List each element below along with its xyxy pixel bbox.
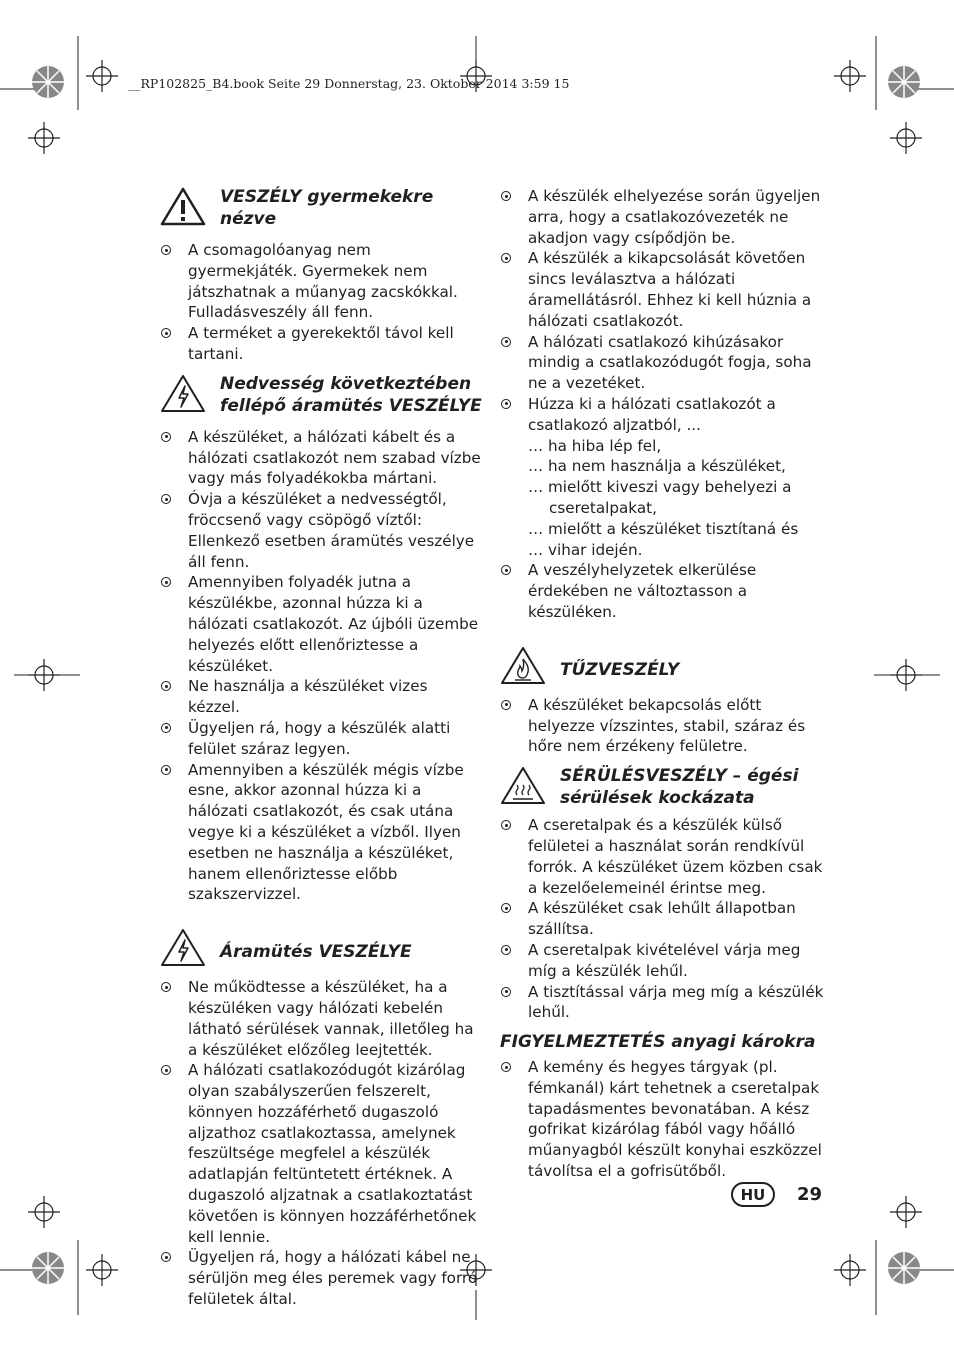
list-item: A készüléket bekapcsolás előtt helyezze vízszintes, stabil, száraz és hőre nem érzékeny felületre.	[500, 695, 826, 757]
list-item: Amennyiben a készülék mégis vízbe esne, akkor azonnal húzza ki a hálózati csatlakozót, és csak utána vegye ki a készüléket a vízből. Ilyen esetben ne használja a készüléket, hanem ellenőriztesse előbb szakszervizzel.	[160, 760, 482, 906]
list-item: Húzza ki a hálózati csatlakozót a csatlakozó aljzatból, ...	[500, 394, 826, 436]
list-item: A cseretalpak kivételével várja meg míg a készülék lehűl.	[500, 940, 826, 982]
bullet-icon	[161, 765, 171, 775]
list-item: A kemény és hegyes tárgyak (pl. fémkanál) kárt tehetnek a cseretalpak tapadásmentes bevonatában. A kész gofrikat kizárólag fából vagy hőálló műanyagból készült konyhai eszközzel távolítsa el a gofrisütőből.	[500, 1057, 826, 1182]
burn-warning-list	[500, 815, 826, 1023]
list-item: … ha nem használja a készüléket,	[528, 457, 786, 476]
list-item: Ügyeljen rá, hogy a hálózati kábel ne sérüljön meg éles peremek vagy forró felületek által.	[160, 1247, 482, 1309]
list-item: Amennyiben folyadék jutna a készülékbe, azonnal húzza ki a hálózati csatlakozót. Az újbóli üzembe helyezés előtt ellenőriztesse a készüléket.	[160, 572, 482, 676]
list-item: A veszélyhelyzetek elkerülése érdekében ne változtasson a készüléken.	[500, 560, 826, 622]
list-item: … mielőtt kiveszi vagy behelyezi a cseretalpakat,	[528, 478, 792, 517]
moisture-warning-heading	[160, 373, 482, 417]
list-item: A készüléket, a hálózati kábelt és a hálózati csatlakozót nem szabad vízbe vagy más folyadékokba mártani.	[160, 427, 482, 489]
fire-warning-list	[500, 695, 826, 757]
bullet-icon	[161, 982, 171, 992]
bullet-icon	[501, 820, 511, 830]
shock-warning-list	[160, 977, 482, 1310]
modification-list	[500, 560, 826, 622]
children-warning-title: VESZÉLY gyermekekre nézve	[220, 187, 434, 229]
list-item: A csomagolóanyag nem gyermekjáték. Gyermekek nem játszhatnak a műanyag zacskókkal. Fulladásveszély áll fenn.	[160, 240, 482, 323]
language-badge: HU	[731, 1182, 775, 1207]
material-warning-list	[500, 1057, 826, 1182]
bullet-icon	[161, 1065, 171, 1075]
warning-triangle-icon	[160, 186, 206, 226]
children-warning-list	[160, 240, 482, 365]
shock-warning-title: Áramütés VESZÉLYE	[220, 942, 412, 963]
list-item: … vihar idején.	[528, 540, 643, 559]
shock-warning-heading	[160, 927, 482, 967]
left-column	[160, 186, 482, 1310]
bullet-icon	[161, 245, 171, 255]
bullet-icon	[501, 987, 511, 997]
book-header-line: __RP102825_B4.book Seite 29 Donnerstag, 23. Oktober 2014 3:59 15	[128, 76, 570, 91]
bullet-icon	[161, 494, 171, 504]
page-footer	[731, 1182, 822, 1207]
list-item: A hálózati csatlakozó kihúzásakor mindig a csatlakozódugót fogja, soha ne a vezetéket.	[500, 332, 826, 394]
electric-hazard-icon	[160, 373, 206, 413]
unplug-cases-list	[500, 436, 826, 561]
bullet-icon	[161, 577, 171, 587]
fire-hazard-icon	[500, 645, 546, 685]
list-item: A készüléket csak lehűlt állapotban szállítsa.	[500, 898, 826, 940]
bullet-icon	[161, 1252, 171, 1262]
list-item: A készülék a kikapcsolását követően sincs leválasztva a hálózati áramellátásról. Ehhez ki kell húznia a hálózati csatlakozót.	[500, 248, 826, 331]
list-item: Ne működtesse a készüléket, ha a készüléken vagy hálózati kebelén látható sérülések vannak, illetőleg ha a készüléket előzőleg leejtették.	[160, 977, 482, 1060]
bullet-icon	[501, 903, 511, 913]
bullet-icon	[161, 432, 171, 442]
burn-warning-title: SÉRÜLÉSVESZÉLY – égési sérülések kockázata	[560, 766, 799, 809]
fire-warning-heading	[500, 645, 826, 685]
list-item: A cseretalpak és a készülék külső felületei a használat során rendkívül forrók. A készüléket üzem közben csak a kezelőelemeinél érintse meg.	[500, 815, 826, 898]
list-item: A terméket a gyerekektől távol kell tartani.	[160, 323, 482, 365]
bullet-icon	[161, 723, 171, 733]
bullet-icon	[161, 328, 171, 338]
list-item: Ne használja a készüléket vizes kézzel.	[160, 676, 482, 718]
moisture-warning-list	[160, 427, 482, 905]
bullet-icon	[501, 399, 511, 409]
bullet-icon	[501, 945, 511, 955]
list-item: Ügyeljen rá, hogy a készülék alatti felület száraz legyen.	[160, 718, 482, 760]
list-item: Óvja a készüléket a nedvességtől, fröccsenő vagy csöpögő víztől: Ellenkező esetben áramütés veszélye áll fenn.	[160, 489, 482, 572]
list-item: A készülék elhelyezése során ügyeljen arra, hogy a csatlakozóvezeték ne akadjon vagy csípődjön be.	[500, 186, 826, 248]
bullet-icon	[501, 253, 511, 263]
hot-surface-icon	[500, 765, 546, 805]
children-warning-heading	[160, 186, 482, 230]
bullet-icon	[501, 1062, 511, 1072]
bullet-icon	[501, 337, 511, 347]
electric-hazard-icon	[160, 927, 206, 967]
moisture-warning-title: Nedvesség következtében fellépő áramütés VESZÉLYE	[220, 373, 482, 416]
right-column	[500, 186, 826, 1182]
bullet-icon	[501, 700, 511, 710]
cord-safety-list	[500, 186, 826, 436]
list-item: A tisztítással várja meg míg a készülék lehűl.	[500, 982, 826, 1024]
list-item: A hálózati csatlakozódugót kizárólag olyan szabályszerűen felszerelt, könnyen hozzáférhető dugaszoló aljzathoz csatlakoztassa, amelynek feszültsége megfelel a készülék adatlapján feltüntetett értéknek. A dugaszoló aljzatnak a csatlakoztatást követően is könnyen hozzáférhetőnek kell lennie.	[160, 1060, 482, 1247]
page-number: 29	[797, 1184, 823, 1205]
material-warning-title: FIGYELMEZTETÉS anyagi károkra	[500, 1032, 816, 1053]
burn-warning-heading	[500, 765, 826, 809]
list-item: … ha hiba lép fel,	[528, 436, 662, 455]
list-item: … mielőtt a készüléket tisztítaná és	[528, 519, 799, 538]
bullet-icon	[161, 681, 171, 691]
bullet-icon	[501, 565, 511, 575]
fire-warning-title: TŰZVESZÉLY	[560, 659, 680, 680]
bullet-icon	[501, 191, 511, 201]
